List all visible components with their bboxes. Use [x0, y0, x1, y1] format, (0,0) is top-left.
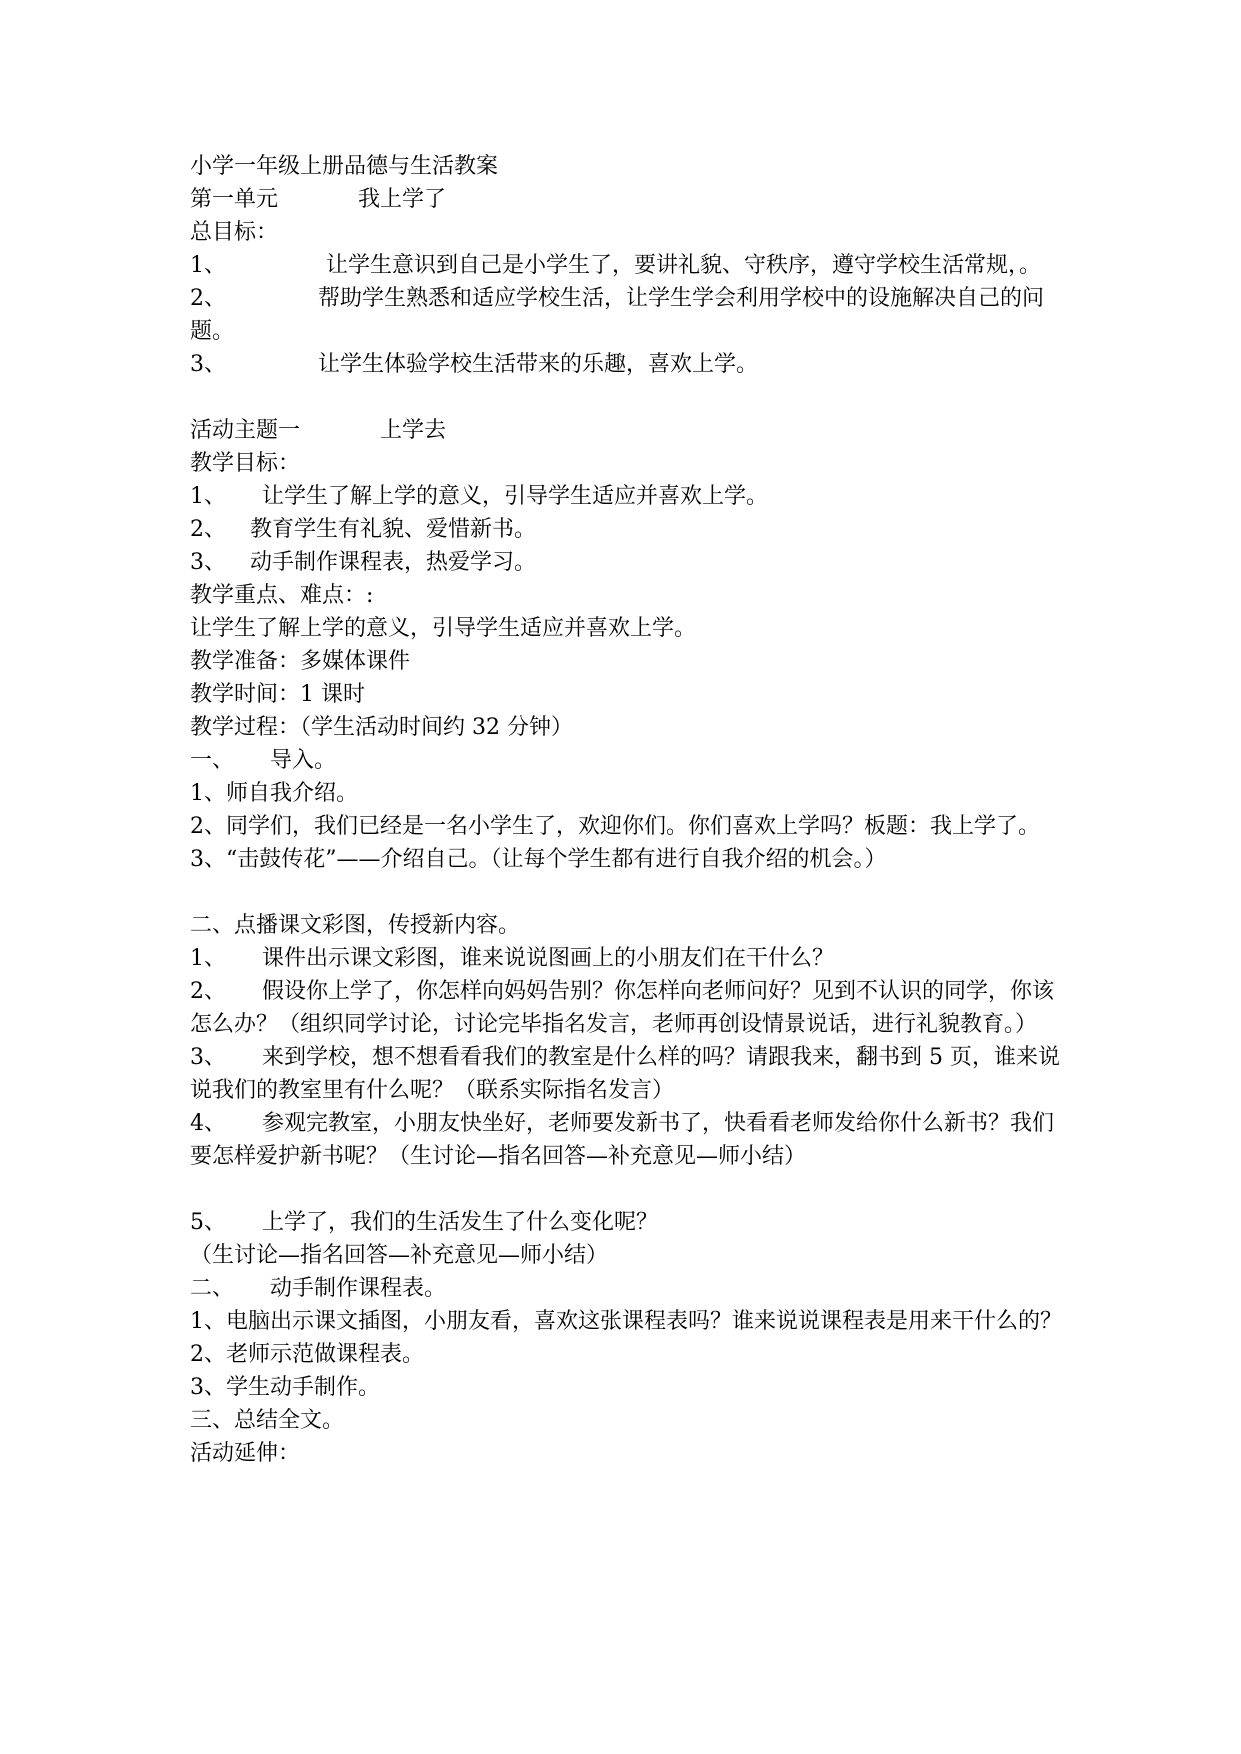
goal-number: 1、 [190, 484, 226, 509]
theme-heading [190, 414, 1062, 447]
item-number: 3、 [190, 1045, 226, 1070]
goal-number: 3、 [190, 550, 226, 575]
key-points-label: 教学重点、难点：: [190, 583, 374, 608]
item-number: 1、 [190, 946, 226, 971]
section-2-item-1 [190, 942, 1062, 975]
overall-goal-3 [190, 348, 1062, 381]
section-2-item-2 [190, 975, 1062, 1041]
section-4-heading: 三、总结全文。 [190, 1408, 345, 1433]
section-2-item-3 [190, 1041, 1062, 1107]
goal-text: 教育学生有礼貌、爱惜新书。 [250, 517, 537, 542]
section-3-item-2: 2、老师示范做课程表。 [190, 1342, 424, 1367]
section-1-item-1: 1、师自我介绍。 [190, 781, 358, 806]
extension-label: 活动延伸： [190, 1441, 301, 1466]
section-2-item-4 [190, 1107, 1062, 1173]
item-text: 课件出示课文彩图，谁来说说图画上的小朋友们在干什么？ [262, 946, 835, 971]
goal-text: 让学生体验学校生活带来的乐趣，喜欢上学。 [318, 352, 759, 377]
overall-goal-label: 总目标： [190, 220, 279, 245]
section-1-heading [190, 744, 1062, 777]
blank-line [190, 876, 1062, 909]
section-2-item-5 [190, 1206, 1062, 1239]
section-3-item-3: 3、学生动手制作。 [190, 1375, 380, 1400]
unit-heading [190, 183, 1062, 216]
document-body [190, 150, 1062, 1470]
overall-goal-2 [190, 282, 1062, 348]
section-3-heading [190, 1272, 1062, 1305]
section-3-item-1: 1、电脑出示课文插图，小朋友看，喜欢这张课程表吗？谁来说说课程表是用来干什么的？ [190, 1309, 1063, 1334]
teaching-goal-3 [190, 546, 1062, 579]
unit-label: 第一单元 [190, 187, 279, 212]
item-text: 参观完教室，小朋友快坐好，老师要发新书了，快看看老师发给你什么新书？我们要怎样爱护新书呢？（生讨论—指名回答—补充意见—师小结） [190, 1111, 1055, 1169]
section-2-heading: 二、点播课文彩图，传授新内容。 [190, 913, 521, 938]
goal-text: 帮助学生熟悉和适应学校生活，让学生学会利用学校中的设施解决自己的问题。 [190, 286, 1045, 344]
item-text: 来到学校，想不想看看我们的教室是什么样的吗？请跟我来，翻书到 5 页，谁来说说我们的教室里有什么呢？（联系实际指名发言） [190, 1045, 1060, 1103]
goal-number: 1、 [190, 253, 226, 278]
blank-line [190, 381, 1062, 414]
goal-number: 2、 [190, 286, 226, 311]
section-1-item-2: 2、同学们，我们已经是一名小学生了，欢迎你们。你们喜欢上学吗？板题：我上学了。 [190, 814, 1040, 839]
document-title: 小学一年级上册品德与生活教案 [190, 154, 499, 179]
item-number: 2、 [190, 979, 226, 1004]
unit-name: 我上学了 [358, 187, 447, 212]
section-title: 导入。 [270, 748, 337, 773]
goal-text: 让学生了解上学的意义，引导学生适应并喜欢上学。 [262, 484, 769, 509]
overall-goal-1 [190, 249, 1062, 282]
teaching-process: 教学过程：（学生活动时间约 32 分钟） [190, 715, 573, 740]
item-number: 5、 [190, 1210, 226, 1235]
blank-line [190, 1173, 1062, 1206]
goal-number: 3、 [190, 352, 226, 377]
item-text: 假设你上学了，你怎样向妈妈告别？你怎样向老师问好？见到不认识的同学，你该怎么办？（组织同学讨论，讨论完毕指名发言，老师再创设情景说话，进行礼貌教育。） [190, 979, 1055, 1037]
section-1-item-3: 3、“击鼓传花”——介绍自己。（让每个学生都有进行自我介绍的机会。） [190, 847, 887, 872]
theme-label: 活动主题一 [190, 418, 301, 443]
teaching-goal-label: 教学目标： [190, 451, 301, 476]
goal-text: 动手制作课程表，热爱学习。 [250, 550, 537, 575]
section-2-item-5-note: （生讨论—指名回答—补充意见—师小结） [190, 1243, 609, 1268]
teaching-preparation: 教学准备：多媒体课件 [190, 649, 411, 674]
item-text: 上学了，我们的生活发生了什么变化呢？ [262, 1210, 659, 1235]
section-number: 一、 [190, 748, 235, 773]
section-number: 二、 [190, 1276, 235, 1301]
teaching-goal-1 [190, 480, 1062, 513]
goal-number: 2、 [190, 517, 226, 542]
theme-name: 上学去 [380, 418, 447, 443]
goal-text: 让学生意识到自己是小学生了，要讲礼貌、守秩序，遵守学校生活常规，。 [326, 253, 1042, 278]
teaching-time: 教学时间：1 课时 [190, 682, 365, 707]
key-points-text: 让学生了解上学的意义，引导学生适应并喜欢上学。 [190, 616, 697, 641]
section-title: 动手制作课程表。 [270, 1276, 447, 1301]
teaching-goal-2 [190, 513, 1062, 546]
item-number: 4、 [190, 1111, 226, 1136]
